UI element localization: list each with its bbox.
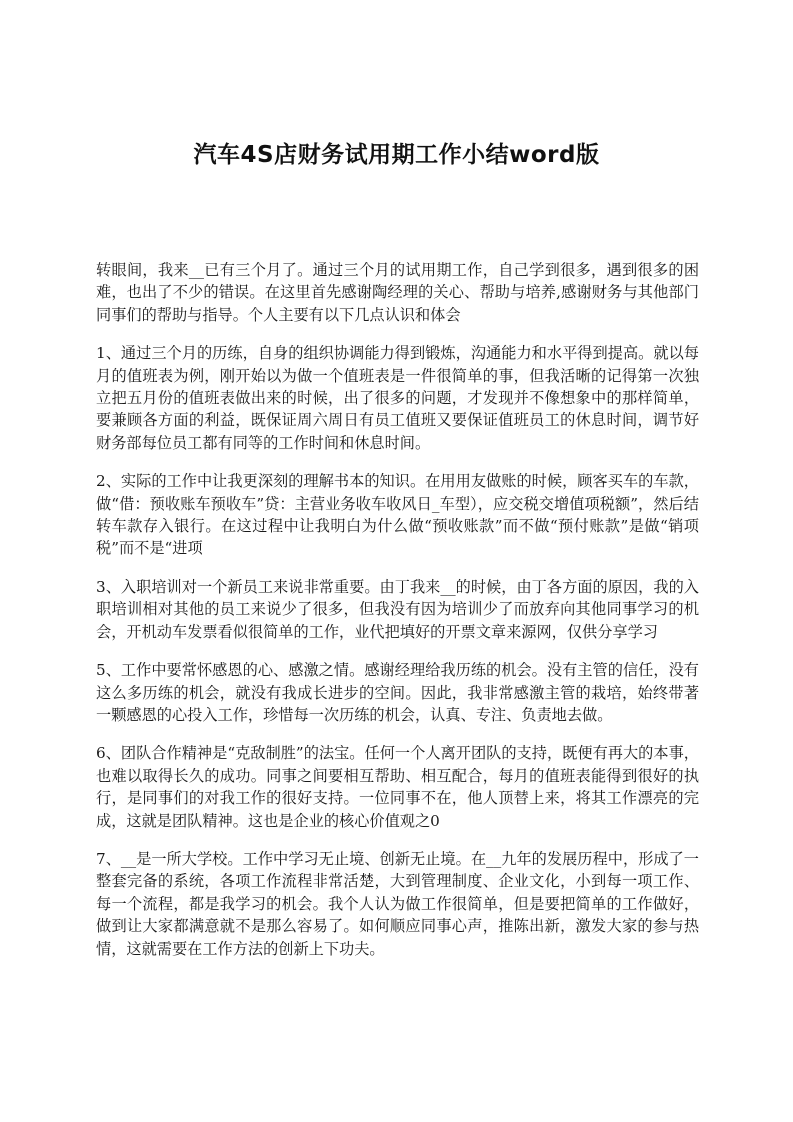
paragraph-item-2: 2、实际的工作中让我更深刻的理解书本的知识。在用用友做账的时候，顾客买车的车款，做“借：预收账车预收车”贷：主营业务收车收风日_车型），应交税交增值项税额”，然后结转车款存入银行。在这过程中让我明白为什么做“预收账款”而不做“预付账款”是做“销项税”而不是“进项 [96, 472, 699, 558]
intro-paragraph: 转眼间，我来__已有三个月了。通过三个月的试用期工作，自己学到很多，遇到很多的困难，也出了不少的错误。在这里首先感谢陶经理的关心、帮助与培养,感谢财务与其他部门同事们的帮助与指导。个人主要有以下几点认识和体会 [96, 261, 699, 324]
document-body [96, 259, 699, 976]
paragraph-item-6: 6、团队合作精神是“克敌制胜”的法宝。任何一个人离开团队的支持，既便有再大的本事，也难以取得长久的成功。同事之间要相互帮助、相互配合，每月的值班表能得到很好的执行，是同事们的对我工作的很好支持。一位同事不在，他人顶替上来，将其工作漂亮的完成，这就是团队精神。这也是企业的核心价值观之0 [96, 744, 699, 830]
paragraph-item-3: 3、入职培训对一个新员工来说非常重要。由丁我来__的时候，由丁各方面的原因，我的入职培训相对其他的员工来说少了很多，但我没有因为培训少了而放弃向其他同事学习的机会，开机动车发票看似很简单的工作，业代把填好的开票文章来源网，仅供分享学习 [96, 577, 699, 641]
paragraph-item-7: 7、__是一所大学校。工作中学习无止境、创新无止境。在__九年的发展历程中，形成了一整套完备的系统，各项工作流程非常活楚，大到管理制度、企业文化，小到每一项工作、每一个流程，都是我学习的机会。我个人认为做工作很简单，但是要把简单的工作做好，做到让大家都满意就不是那么容易了。如何顺应同事心声，推陈出新，激发大家的参与热情，这就需要在工作方法的创新上下功夫。 [96, 849, 699, 958]
document-title: 汽车4S店财务试用期工作小结word版 [193, 142, 600, 168]
paragraph-item-1: 1、通过三个月的历练，自身的组织协调能力得到锻炼，沟通能力和水平得到提高。就以每月的值班表为例，刚开始以为做一个值班表是一件很简单的事，但我活晰的记得第一次独立把五月份的值班表做出来的时候，出了很多的问题，才发现并不像想象中的那样简单，要兼顾各方面的利益，既保证周六周日有员工值班又要保证值班员工的休息时间，调节好财务部每位员工都有同等的工作时间和休息时间。 [96, 344, 699, 452]
paragraph-item-5: 5、工作中要常怀感恩的心、感激之情。感谢经理给我历练的机会。没有主管的信任，没有这么多历练的机会，就没有我成长进步的空间。因此，我非常感激主管的栽培，始终带著一颗感恩的心投入工作，珍惜每一次历练的机会，认真、专注、负责地去做。 [96, 661, 699, 724]
